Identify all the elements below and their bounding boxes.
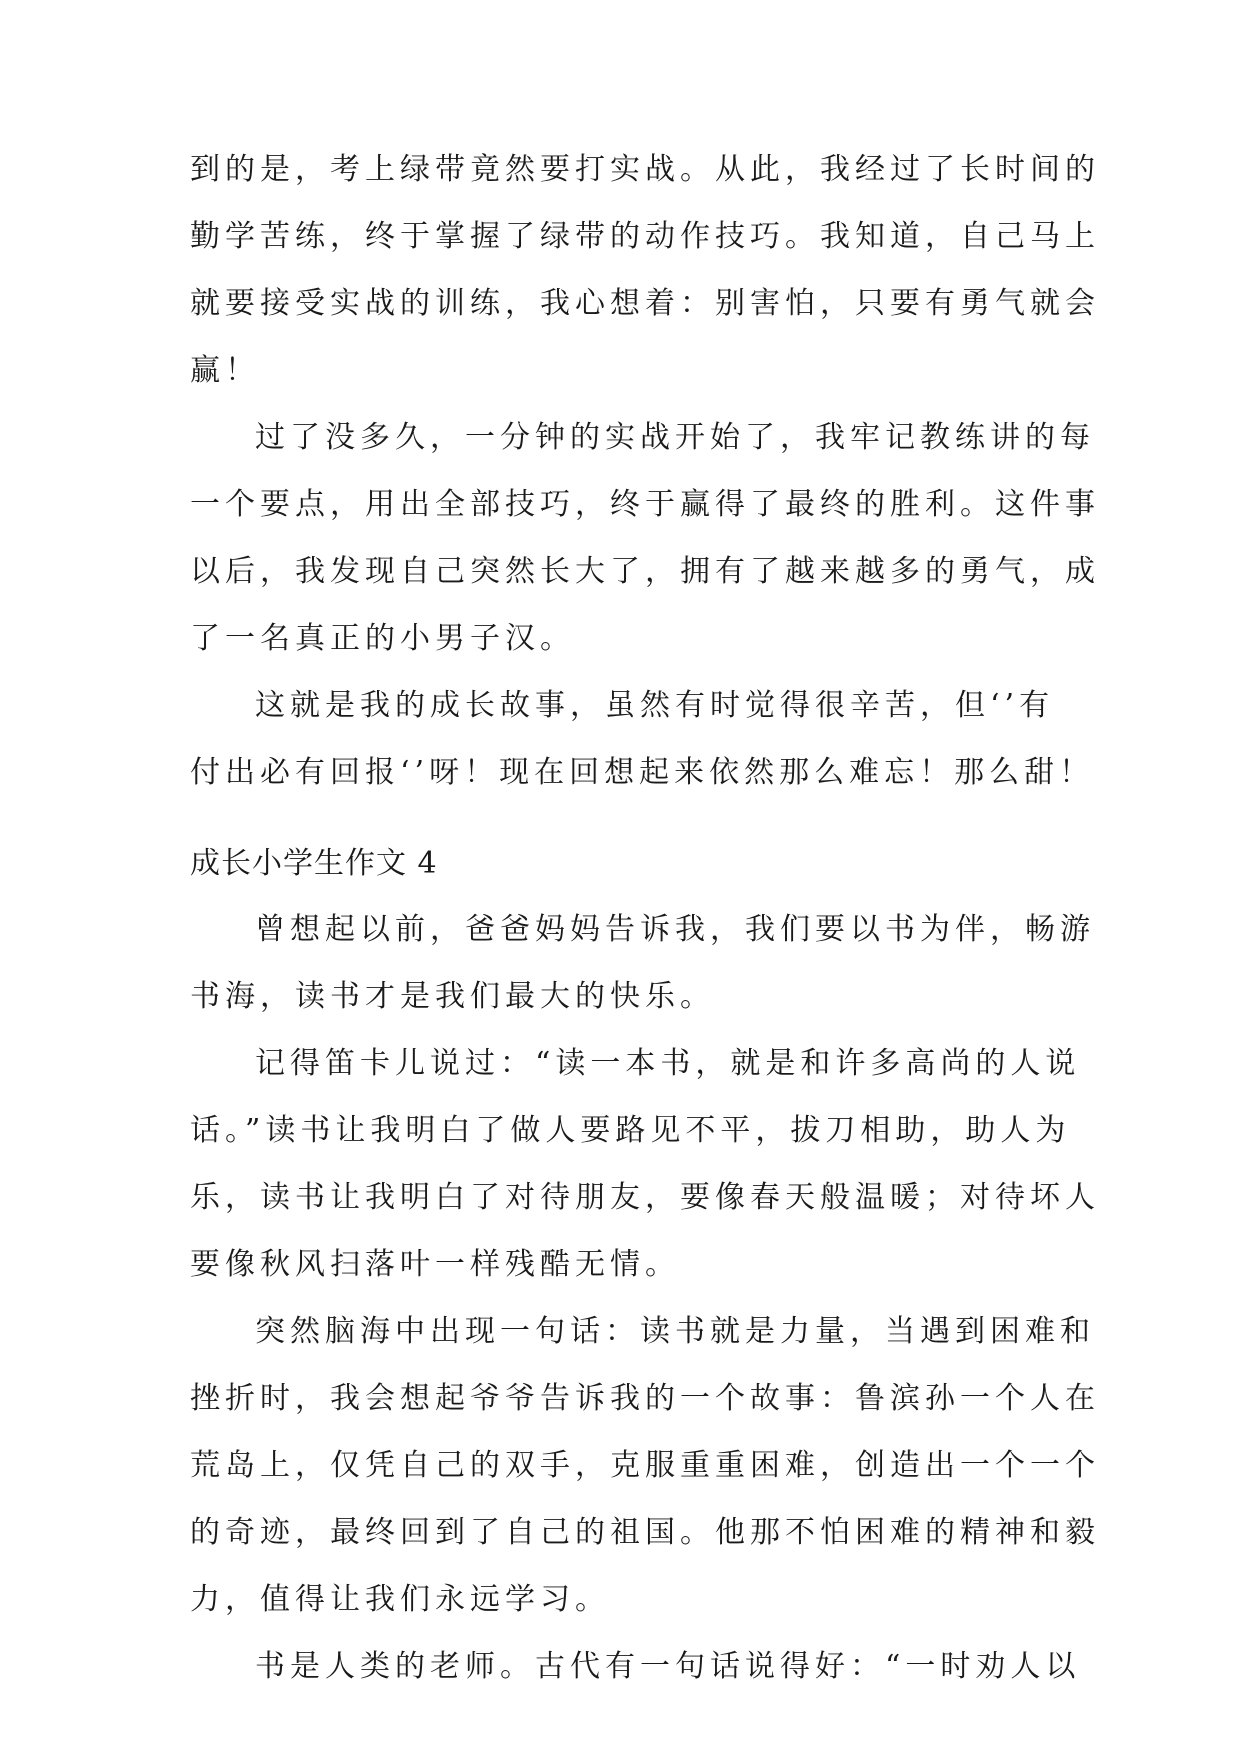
- paragraph-line: 曾想起以前，爸爸妈妈告诉我，我们要以书为伴，畅游: [255, 912, 1095, 947]
- paragraph-line: 这就是我的成长故事，虽然有时觉得很辛苦，但‘’有: [255, 688, 1055, 723]
- paragraph-line: 要像秋风扫落叶一样残酷无情。: [190, 1247, 680, 1282]
- paragraph-line: 赢！: [190, 353, 260, 388]
- paragraph-line: 一个要点，用出全部技巧，终于赢得了最终的胜利。这件事: [190, 487, 1100, 522]
- paragraph-line: 记得笛卡儿说过：“读一本书，就是和许多高尚的人说: [255, 1046, 1081, 1081]
- paragraph-line: 的奇迹，最终回到了自己的祖国。他那不怕困难的精神和毅: [190, 1515, 1100, 1550]
- paragraph-line: 突然脑海中出现一句话：读书就是力量，当遇到困难和: [255, 1314, 1095, 1349]
- paragraph-line: 话。”读书让我明白了做人要路见不平，拔刀相助，助人为: [190, 1113, 1071, 1148]
- paragraph-line: 勤学苦练，终于掌握了绿带的动作技巧。我知道，自己马上: [190, 219, 1100, 254]
- paragraph-line: 书是人类的老师。古代有一句话说得好：“一时劝人以: [255, 1649, 1081, 1684]
- essay-heading: 成长小学生作文 4: [190, 846, 438, 881]
- paragraph-line: 乐，读书让我明白了对待朋友，要像春天般温暖；对待坏人: [190, 1180, 1100, 1215]
- paragraph-line: 付出必有回报‘’呀！现在回想起来依然那么难忘！那么甜！: [190, 755, 1095, 790]
- paragraph-line: 到的是，考上绿带竟然要打实战。从此，我经过了长时间的: [190, 152, 1100, 187]
- paragraph-line: 就要接受实战的训练，我心想着：别害怕，只要有勇气就会: [190, 286, 1100, 321]
- paragraph-line: 过了没多久，一分钟的实战开始了，我牢记教练讲的每: [255, 420, 1095, 455]
- paragraph-line: 力，值得让我们永远学习。: [190, 1582, 610, 1617]
- paragraph-line: 了一名真正的小男子汉。: [190, 621, 575, 656]
- paragraph-line: 以后，我发现自己突然长大了，拥有了越来越多的勇气，成: [190, 554, 1100, 589]
- paragraph-line: 书海，读书才是我们最大的快乐。: [190, 979, 715, 1014]
- paragraph-line: 荒岛上，仅凭自己的双手，克服重重困难，创造出一个一个: [190, 1448, 1100, 1483]
- paragraph-line: 挫折时，我会想起爷爷告诉我的一个故事：鲁滨孙一个人在: [190, 1381, 1100, 1416]
